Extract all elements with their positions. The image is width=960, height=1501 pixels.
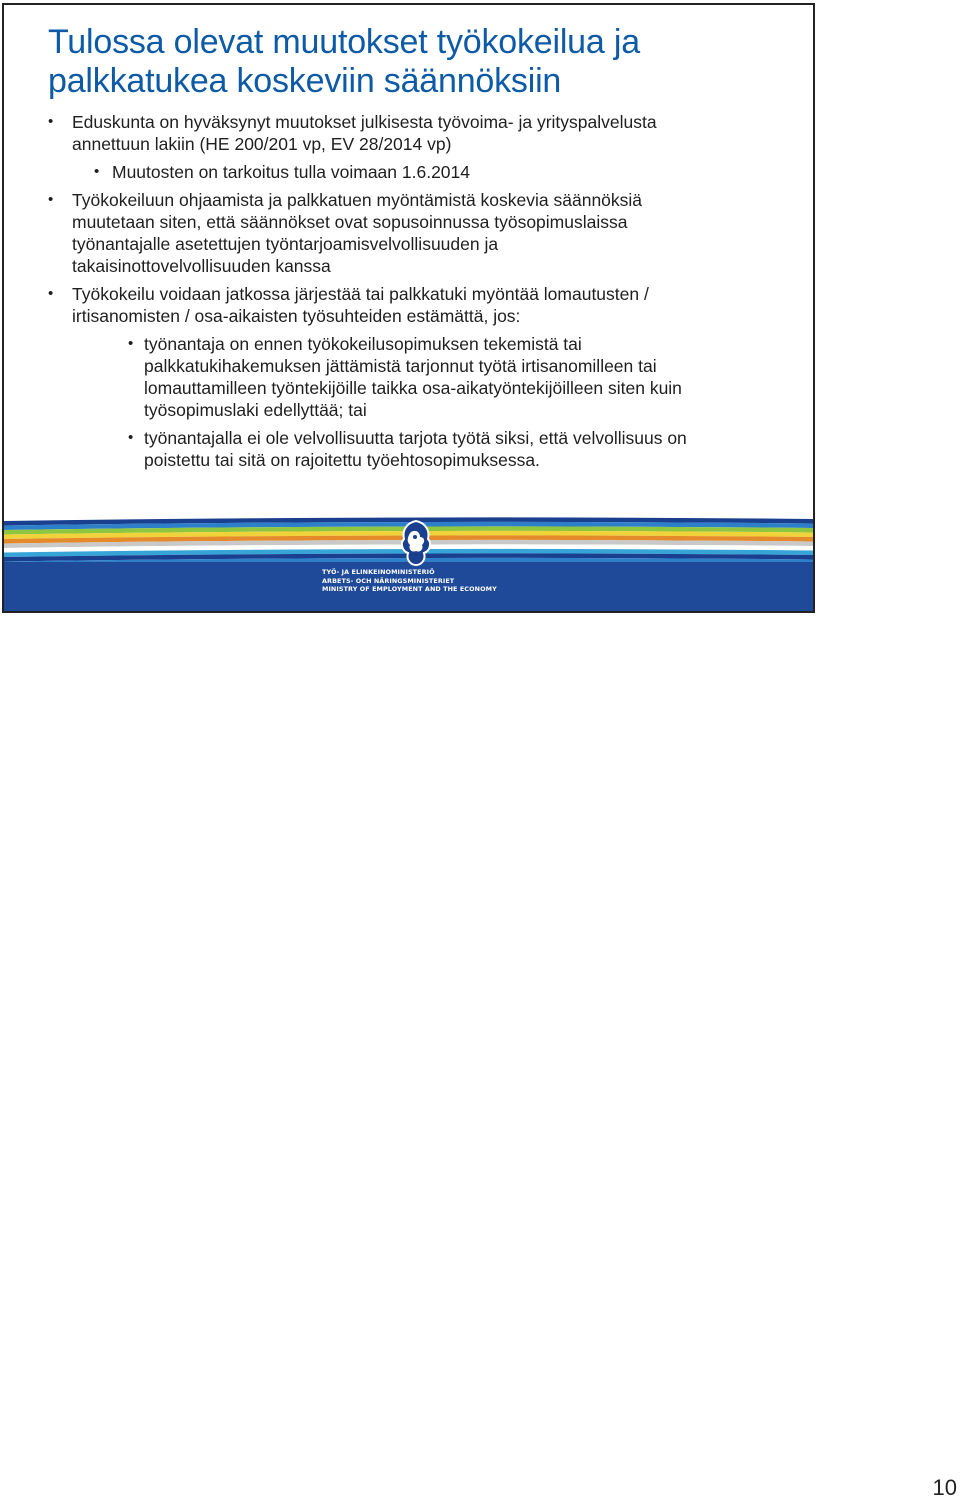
bullet-text: annettuun lakiin (HE 200/201 vp, EV 28/2014 vp): [72, 134, 452, 154]
bullet-marker: •: [94, 163, 100, 180]
bullet-item: [48, 189, 798, 277]
sub-bullet-item: [48, 427, 798, 471]
bullet-text: irtisanomisten / osa-aikaisten työsuhteiden estämättä, jos:: [72, 306, 521, 326]
bullet-text: työnantajalle asetettujen työntarjoamisvelvollisuuden ja: [72, 234, 499, 254]
bullet-marker: •: [48, 113, 54, 130]
page-number: 10: [932, 1475, 957, 1500]
bullet-text: muutetaan siten, että säännökset ovat sopusoinnussa työsopimuslaissa: [72, 212, 628, 232]
bullet-text: Työkokeilu voidaan jatkossa järjestää tai palkkatuki myöntää lomautusten /: [72, 284, 649, 304]
bullet-text: Eduskunta on hyväksynyt muutokset julkisesta työvoima- ja yrityspalvelusta: [72, 112, 657, 132]
bullet-text: työsopimuslaki edellyttää; tai: [144, 400, 367, 420]
sub-bullet-item: [48, 333, 798, 421]
ministry-name-fi: TYÖ- JA ELINKEINOMINISTERIÖ: [322, 568, 435, 576]
slide: [2, 3, 815, 613]
bullet-marker: •: [128, 335, 134, 352]
ministry-name-sv: ARBETS- OCH NÄRINGSMINISTERIET: [322, 576, 455, 585]
slide-title-line: Tulossa olevat muutokset työkokeilua ja: [48, 23, 640, 61]
bullet-text: palkkatukihakemuksen jättämistä tarjonnut työtä irtisanomilleen tai: [144, 356, 657, 376]
bullet-item: [48, 111, 798, 155]
bullet-text: Muutosten on tarkoitus tulla voimaan 1.6.2014: [112, 162, 470, 182]
bullet-text: työnantajalla ei ole velvollisuutta tarjota työtä siksi, että velvollisuus on: [144, 428, 687, 448]
bullet-item: [48, 283, 798, 327]
bullet-text: lomauttamilleen työntekijöille taikka osa-aikatyöntekijöilleen siten kuin: [144, 378, 682, 398]
bullet-marker: •: [48, 285, 54, 302]
ministry-name-en: MINISTRY OF EMPLOYMENT AND THE ECONOMY: [322, 585, 497, 594]
slide-title-line: palkkatukea koskeviin säännöksiin: [48, 62, 562, 100]
bullet-list: [48, 111, 798, 477]
bullet-text: poistettu tai sitä on rajoitettu työehtosopimuksessa.: [144, 450, 540, 470]
ministry-logo-text: [322, 568, 497, 594]
bullet-text: takaisinottovelvollisuuden kanssa: [72, 256, 331, 276]
sub-bullet-item: [48, 161, 798, 183]
lion-coat-of-arms-icon: [396, 519, 436, 567]
bullet-marker: •: [128, 429, 134, 446]
bullet-marker: •: [48, 191, 54, 208]
bullet-text: Työkokeiluun ohjaamista ja palkkatuen myöntämistä koskevia säännöksiä: [72, 190, 643, 210]
slide-title: [48, 23, 788, 101]
bullet-text: työnantaja on ennen työkokeilusopimuksen tekemistä tai: [144, 334, 582, 354]
